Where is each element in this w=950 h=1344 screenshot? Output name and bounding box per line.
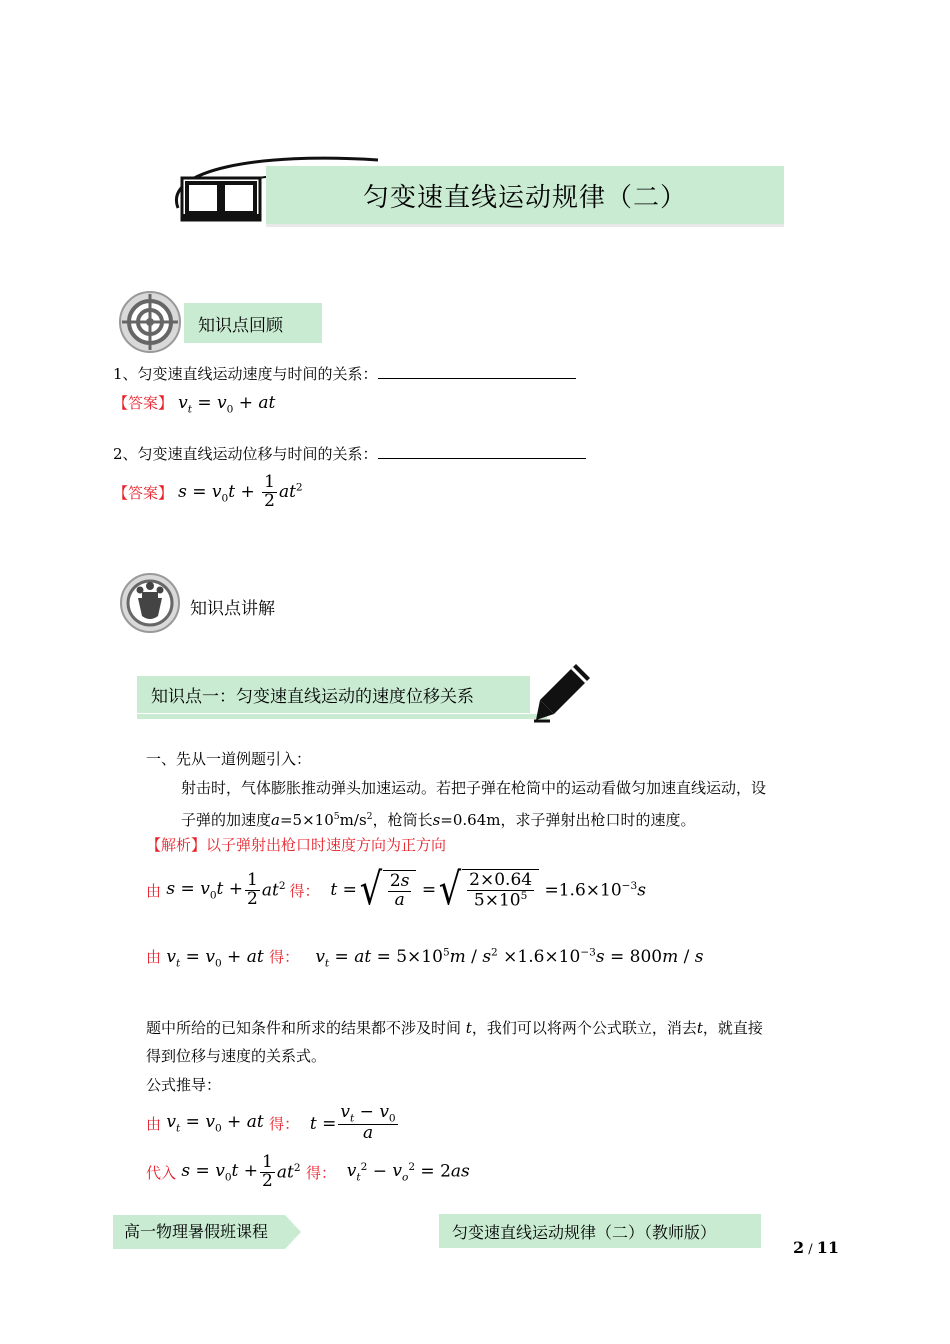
problem-exp-2: 2 [366, 811, 373, 822]
problem-text-a: 子弹的加速度 [181, 811, 272, 829]
by-label-2: 由 [146, 948, 162, 966]
paragraph-text-c: ，就直接 [702, 1019, 763, 1037]
pencil-icon [530, 658, 596, 724]
review-question-2 [113, 440, 586, 469]
by-label-1: 由 [146, 881, 162, 900]
get-label-4: 得： [305, 1163, 336, 1182]
paragraph-line-1: 题中所给的已知条件和所求的结果都不涉及时间 t，我们可以将两个公式联立，消去t，就直接 [146, 1019, 763, 1037]
example-intro: 一、先从一道例题引入： [146, 750, 312, 768]
question-1-text: 1、匀变速直线运动速度与时间的关系： [113, 365, 378, 383]
equation-time: 由 $s = v_0t$ + $\frac{1}{2}$ $at^2$ 得： t = √ $\frac{2s}{a}$ = √ $\frac{2\times 0.64}{5\times 10^5}$ $=1.6\times 10^{-3}s$ [146, 864, 646, 915]
review-heading: 知识点回顾 [184, 303, 322, 343]
people-icon [118, 572, 182, 634]
by-label-3: 由 [146, 1115, 162, 1134]
banner-underline [137, 714, 547, 719]
answer-blank-2 [378, 444, 586, 459]
problem-line-1: 射击时，气体膨胀推动弹头加速运动。若把子弹在枪筒中的运动看做匀加速直线运动，设 [181, 779, 767, 797]
knowledge-point-1-title: 知识点一：匀变速直线运动的速度位移关系 [137, 676, 530, 713]
question-2-text: 2、匀变速直线运动位移与时间的关系： [113, 445, 378, 463]
answer-1 [113, 388, 275, 424]
problem-text-f: ，枪筒长 [372, 811, 433, 829]
get-label-2: 得： [269, 948, 300, 966]
page-number: 2 / 11 [793, 1238, 840, 1257]
answer-blank-1 [378, 364, 576, 379]
formula-displacement-time: $s = v_0t$ + $\frac{1}{2}$ $at^2$ [178, 472, 303, 511]
derivation-label: 公式推导： [146, 1076, 222, 1094]
substitute-label: 代入 [146, 1163, 177, 1182]
problem-text-unit: m/s [339, 811, 367, 829]
answer-label-1: 【答案】 [113, 394, 174, 412]
problem-text-b: =5×10 [279, 811, 334, 829]
paragraph-text-b: ，我们可以将两个公式联立，消去 [471, 1019, 697, 1037]
course-name: 高一物理暑假班课程 [124, 1222, 269, 1241]
answer-2 [113, 474, 303, 511]
problem-text-g: =0.64m，求子弹射出枪口时的速度。 [440, 811, 696, 829]
page-title: 匀变速直线运动规律（二） [266, 166, 784, 227]
paragraph-text-a: 题中所给的已知条件和所求的结果都不涉及时间 [146, 1019, 462, 1037]
derivation-step-1: 由 $v_t = v_0$ + at 得： t = $\frac{v_t - v_0}{a}$ [146, 1102, 396, 1144]
current-page: 2 [793, 1238, 805, 1257]
review-question-1 [113, 360, 576, 389]
derivation-step-2: 代入 $s = v_0t$ + $\frac{1}{2}$ $at^2$ 得： $v_t^2 - v_o^2 = 2as$ [146, 1152, 470, 1191]
footer-doc-title: 匀变速直线运动规律（二）（教师版） [439, 1214, 761, 1248]
total-pages: 11 [816, 1238, 840, 1257]
equation-velocity: 由 $v_t = v_0$ + at 得： $v_t$ = at = $5\times 10^5m / s^2 \times 1.6\times 10^{-3}s = 800m / s$ [146, 946, 704, 970]
analysis-label: 【解析】以子弹射出枪口时速度方向为正方向 [146, 836, 447, 854]
answer-label-2: 【答案】 [113, 483, 174, 502]
get-label-3: 得： [269, 1115, 300, 1134]
explain-heading: 知识点讲解 [190, 599, 275, 619]
problem-line-2: 子弹的加速度$a=5\times 10^5m/s^2$，枪筒长s=0.64m，求子弹射出枪口时的速度。 [181, 811, 696, 829]
paragraph-line-2: 得到位移与速度的关系式。 [146, 1047, 327, 1065]
target-icon [118, 290, 182, 354]
problem-exp-5: 5 [333, 811, 340, 822]
formula-velocity-time: $v_t = v_0$ + at [178, 393, 276, 416]
get-label-1: 得： [289, 881, 320, 900]
